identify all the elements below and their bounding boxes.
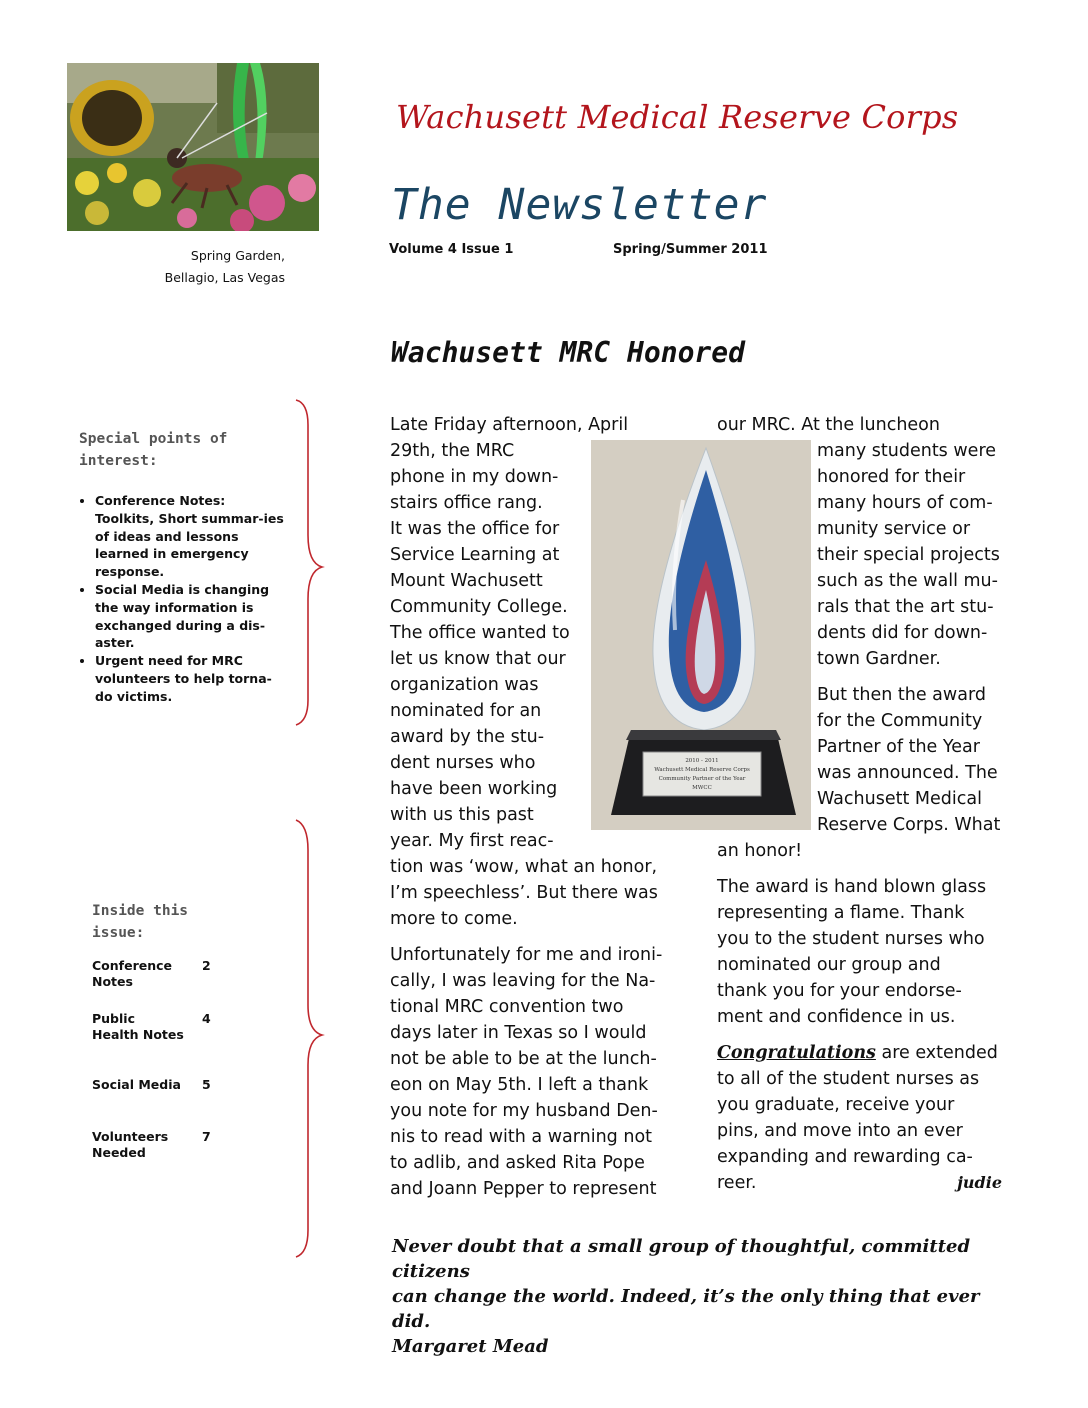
toc-page: 4 xyxy=(202,1011,211,1026)
issue-season: Spring/Summer 2011 xyxy=(613,242,768,257)
text-line: The award is hand blown glass xyxy=(717,877,987,897)
plaque-line4: MWCC xyxy=(692,785,712,791)
text-line: Partner of the Year xyxy=(817,737,980,757)
special-point-item: • Conference Notes: Toolkits, Short summar-ies of ideas and lessons learned in emergency response. xyxy=(95,492,285,581)
garden-photo xyxy=(67,63,319,231)
text-line: It was the office for xyxy=(390,519,560,539)
text-line: dents did for down- xyxy=(817,623,988,643)
article-paragraph xyxy=(817,682,1027,838)
text-line: not be able to be at the lunch- xyxy=(390,1049,657,1069)
closing-quote xyxy=(392,1234,1022,1359)
article-paragraph xyxy=(717,874,1027,1030)
text-line: you to the student nurses who xyxy=(717,929,985,949)
text-line: have been working xyxy=(390,779,558,799)
text-line: to adlib, and asked Rita Pope xyxy=(390,1153,645,1173)
text-line: and Joann Pepper to represent xyxy=(390,1179,657,1199)
text-line: our MRC. At the luncheon xyxy=(717,415,940,435)
quote-attribution: Margaret Mead xyxy=(392,1336,549,1357)
text-line: dent nurses who xyxy=(390,753,536,773)
article-column-1 xyxy=(390,412,690,1212)
brace-bottom xyxy=(296,820,322,1257)
special-point-item: • Urgent need for MRC volunteers to help torna-do victims. xyxy=(95,652,285,705)
text-line: Late Friday afternoon, April xyxy=(390,415,629,435)
article-paragraph xyxy=(390,942,690,1202)
article-paragraph xyxy=(390,412,690,932)
text-line: expanding and rewarding ca- xyxy=(717,1147,973,1167)
text-line: tional MRC convention two xyxy=(390,997,624,1017)
newsletter-title: The Newsletter xyxy=(391,180,768,230)
toc-title: Volunteers Needed xyxy=(92,1129,169,1160)
text-line: such as the wall mu- xyxy=(817,571,998,591)
plaque-line2: Wachusett Medical Reserve Corps xyxy=(654,767,750,773)
article-paragraph xyxy=(717,838,1027,864)
text-line: town Gardner. xyxy=(817,649,941,669)
text-line: for the Community xyxy=(817,711,983,731)
photo-caption-line1: Spring Garden, xyxy=(190,248,285,263)
text-line: many hours of com- xyxy=(817,493,993,513)
text-line: Wachusett Medical xyxy=(817,789,982,809)
text-line: The office wanted to xyxy=(390,623,570,643)
text-line: award by the stu- xyxy=(390,727,545,747)
brace-top xyxy=(296,400,322,725)
toc-entry[interactable] xyxy=(92,1011,232,1043)
text-line: to all of the student nurses as xyxy=(717,1069,980,1089)
article-paragraph xyxy=(717,412,1027,438)
text-line: their special projects xyxy=(817,545,1000,565)
toc-title: Public Health Notes xyxy=(92,1011,184,1042)
volume-issue: Volume 4 Issue 1 xyxy=(389,242,514,257)
quote-line: can change the world. Indeed, it’s the only thing that ever did. xyxy=(392,1286,980,1332)
text-line: I’m speechless’. But there was xyxy=(390,883,658,903)
text-line: Mount Wachusett xyxy=(390,571,543,591)
special-points-list xyxy=(79,492,285,706)
text-line: phone in my down- xyxy=(390,467,559,487)
text-line: with us this past xyxy=(390,805,534,825)
toc-entry[interactable] xyxy=(92,1129,232,1161)
text-line: nominated for an xyxy=(390,701,542,721)
quote-line: Never doubt that a small group of thoughtful, committed citizens xyxy=(392,1236,971,1282)
text-line: Community College. xyxy=(390,597,568,617)
text-line: more to come. xyxy=(390,909,518,929)
toc-page: 7 xyxy=(202,1129,211,1144)
text-line: Service Learning at xyxy=(390,545,560,565)
toc-entry[interactable] xyxy=(92,1077,232,1093)
article-headline: Wachusett MRC Honored xyxy=(391,336,746,369)
text-line: ment and confidence in us. xyxy=(717,1007,956,1027)
special-point-item: • Social Media is changing the way information is exchanged during a dis-aster. xyxy=(95,581,285,652)
text-line: organization was xyxy=(390,675,539,695)
toc-title: Social Media xyxy=(92,1077,181,1092)
text-line: stairs office rang. xyxy=(390,493,543,513)
text-line: cally, I was leaving for the Na- xyxy=(390,971,656,991)
organization-title: Wachusett Medical Reserve Corps xyxy=(396,98,959,136)
text-line: let us know that our xyxy=(390,649,566,669)
text-line xyxy=(717,1170,1027,1196)
text-line: nis to read with a warning not xyxy=(390,1127,653,1147)
text-line: eon on May 5th. I left a thank xyxy=(390,1075,649,1095)
text-fragment: are extended xyxy=(875,1043,998,1063)
plaque-line3: Community Partner of the Year xyxy=(658,776,746,782)
toc-title: Conference Notes xyxy=(92,958,173,989)
text-line: munity service or xyxy=(817,519,971,539)
text-fragment: reer. xyxy=(717,1173,757,1193)
article-paragraph xyxy=(717,1040,1027,1196)
text-line: representing a flame. Thank xyxy=(717,903,965,923)
text-line: thank you for your endorse- xyxy=(717,981,962,1001)
article-column-2 xyxy=(717,412,1027,1206)
text-line: you graduate, receive your xyxy=(717,1095,955,1115)
text-line xyxy=(717,1040,1027,1066)
article-paragraph xyxy=(817,438,1027,672)
decorative-braces xyxy=(290,395,330,1265)
toc-page: 5 xyxy=(202,1077,211,1092)
inside-issue-heading: Inside this issue: xyxy=(92,903,189,941)
text-line: was announced. The xyxy=(817,763,998,783)
text-line: 29th, the MRC xyxy=(390,441,515,461)
text-line: tion was ‘wow, what an honor, xyxy=(390,857,658,877)
author-signature: judie xyxy=(957,1173,1002,1192)
text-line: rals that the art stu- xyxy=(817,597,994,617)
text-line: year. My first reac- xyxy=(390,831,554,851)
photo-caption-line2: Bellagio, Las Vegas xyxy=(164,270,285,285)
plaque-line1: 2010 - 2011 xyxy=(685,758,719,764)
text-line: Unfortunately for me and ironi- xyxy=(390,945,663,965)
toc-entry[interactable] xyxy=(92,958,232,990)
text-line: days later in Texas so I would xyxy=(390,1023,647,1043)
article-wrap-block xyxy=(717,438,1027,838)
text-line: honored for their xyxy=(817,467,966,487)
toc-page: 2 xyxy=(202,958,211,973)
text-line: many students were xyxy=(817,441,997,461)
text-line: nominated our group and xyxy=(717,955,941,975)
special-points-heading: Special points of interest: xyxy=(79,431,228,469)
text-line: Reserve Corps. What xyxy=(817,815,1001,835)
text-line: pins, and move into an ever xyxy=(717,1121,963,1141)
congratulations-word: Congratulations xyxy=(717,1043,876,1063)
text-line: But then the award xyxy=(817,685,986,705)
text-line: an honor! xyxy=(717,841,803,861)
text-line: you note for my husband Den- xyxy=(390,1101,658,1121)
